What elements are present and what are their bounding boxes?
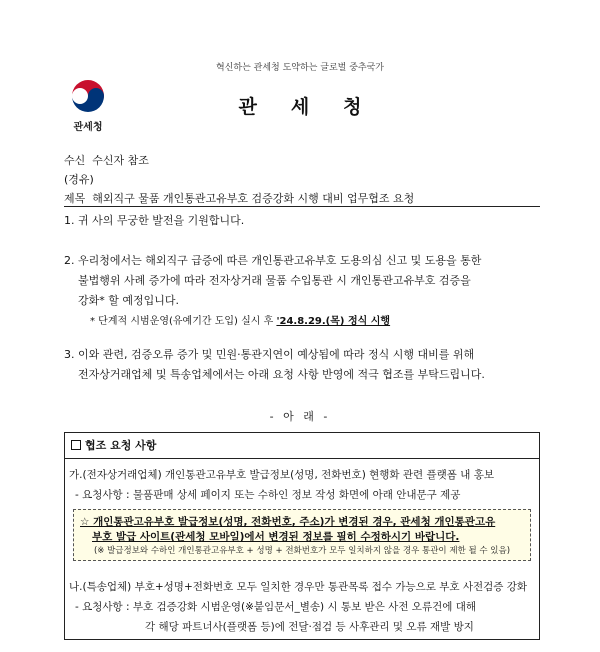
item-a-sub: - 요청사항 : 물품판매 상세 페이지 또는 수하인 정보 작성 화면에 아래 안내문구 제공: [75, 489, 461, 501]
paragraph-1: 1. 귀 사의 무궁한 발전을 기원합니다.: [64, 214, 245, 227]
recipient-value: 수신자 참조: [92, 154, 149, 167]
subject-label: 제목: [64, 192, 86, 205]
via-row: (경유): [64, 173, 94, 186]
recipient-label: 수신: [64, 154, 86, 167]
paragraph-3-line-1: 3. 이와 관련, 검증오류 증가 및 민원·통관지연이 예상됨에 따라 정식 시행 대비를 위해: [64, 348, 475, 361]
subject-row: [64, 190, 414, 206]
checkbox-icon: [71, 440, 81, 450]
item-b-sub-1: - 요청사항 : 부호 검증강화 시범운영(※붙임문서_별송) 시 통보 받은 사전 오류건에 대해: [75, 601, 476, 613]
request-box: [64, 432, 540, 640]
notice-box: [73, 509, 531, 561]
item-a: 가.(전자상거래업체) 개인통관고유부호 발급정보(성명, 전화번호) 현행화 관련 플랫폼 내 홍보: [69, 469, 495, 481]
subject-value: 해외직구 물품 개인통관고유부호 검증강화 시행 대비 업무협조 요청: [92, 192, 415, 205]
item-b: 나.(특송업체) 부호+성명+전화번호 모두 일치한 경우만 통관목록 접수 가능으로 부호 사전검증 강화: [69, 581, 528, 593]
note-emphasis: '24.8.29.(목) 정식 시행: [276, 316, 391, 327]
paragraph-2-line-1: 2. 우리청에서는 해외직구 급증에 따른 개인통관고유부호 도용의심 신고 및 도용을 통한: [64, 254, 482, 267]
item-b-sub-2: 각 해당 파트너사(플랫폼 등)에 전달·점검 등 사후관리 및 오류 재발 방지: [145, 621, 474, 633]
notice-line-1: ☆ 개인통관고유부호 발급정보(성명, 전화번호, 주소)가 변경된 경우, 관세청 개인통관고유: [80, 516, 496, 528]
request-box-title: [65, 433, 539, 459]
divider: [64, 206, 540, 207]
annex-heading: - 아 래 -: [269, 410, 331, 423]
slogan: 혁신하는 관세청 도약하는 글로벌 중추국가: [216, 63, 384, 73]
logo-text: 관세청: [73, 122, 103, 133]
paragraph-2-line-3: 강화* 할 예정입니다.: [78, 294, 179, 307]
paragraph-2-note: [90, 312, 390, 327]
notice-line-2: 부호 발급 사이트(관세청 모바일)에서 변경된 정보를 필히 수정하시기 바랍니다.: [92, 531, 460, 543]
paragraph-3-line-2: 전자상거래업체 및 특송업체에서는 아래 요청 사항 반영에 적극 협조를 부탁드립니다.: [78, 368, 485, 381]
page-title: 관세청: [238, 96, 396, 118]
recipient-row: [64, 152, 149, 168]
note-prefix: * 단계적 시범운영(유예기간 도입) 실시 후: [90, 316, 277, 327]
paragraph-2-line-2: 불법행위 사례 증가에 따라 전자상거래 물품 수입통관 시 개인통관고유부호 검증을: [78, 274, 471, 287]
notice-sub: (※ 발급정보와 수하인 개인통관고유부호 + 성명 + 전화번호가 모두 일치하지 않을 경우 통관이 제한 될 수 있음): [93, 546, 511, 556]
request-box-title-text: 협조 요청 사항: [85, 439, 157, 452]
